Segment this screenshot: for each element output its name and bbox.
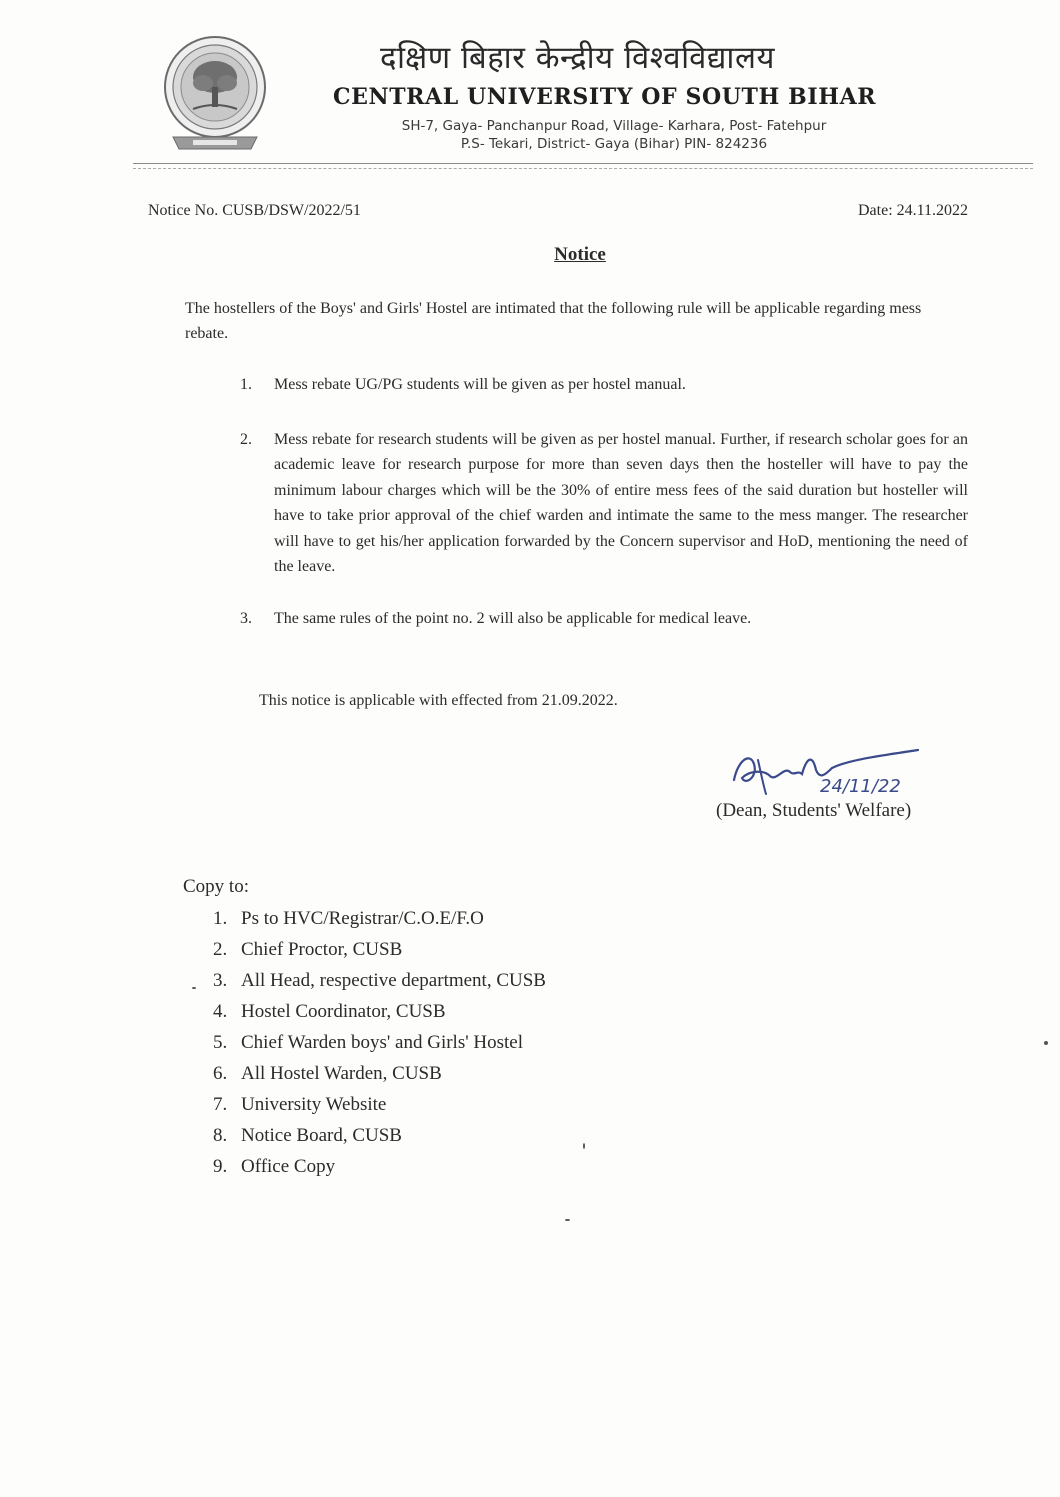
rule-text: The same rules of the point no. 2 will also be applicable for medical leave. [274, 609, 752, 627]
rule-number: 2. [240, 430, 252, 448]
scan-speck [1044, 1041, 1048, 1045]
list-item: 7. University Website [213, 1094, 387, 1115]
list-item: 2. Chief Proctor, CUSB [213, 939, 403, 960]
signature-date: 24/11/22 [820, 776, 901, 797]
list-item: 9. Office Copy [213, 1156, 336, 1177]
scan-speck [192, 987, 196, 989]
list-item [240, 372, 968, 398]
rule-number: 3. [240, 609, 252, 627]
list-item: 8. Notice Board, CUSB [213, 1125, 402, 1146]
rules-list [240, 372, 968, 657]
scan-speck [565, 1219, 570, 1221]
rule-text: Mess rebate UG/PG students will be given as per hostel manual. [274, 376, 686, 393]
letterhead-divider [133, 163, 1033, 164]
list-item: 3. All Head, respective department, CUSB [213, 970, 546, 991]
letterhead-divider-dashed [133, 168, 1033, 169]
signatory: (Dean, Students' Welfare) [716, 800, 912, 821]
rule-number: 1. [240, 376, 252, 393]
rule-text: Mess rebate for research students will be given as per hostel manual. Further, if research scholar goes for an academic leave for research purpose for more than seven days then the hosteller will have to pay the minimum labour charges which will be the 30% of entire mess fees of the said duration but hosteller will have to take prior approval of the chief warden and intimate the same to the mess manger. The researcher will have to get his/her application forwarded by the Concern supervisor and HoD, mentioning the need of the leave. [274, 430, 968, 575]
notice-title: Notice [554, 244, 606, 265]
signature [728, 730, 928, 810]
university-seal-icon [163, 33, 267, 159]
copy-to-label: Copy to: [183, 876, 249, 897]
scan-speck [583, 1143, 585, 1149]
university-name-english: CENTRAL UNIVERSITY OF SOUTH BIHAR [333, 84, 877, 110]
copy-to-list [213, 903, 546, 1182]
list-item: 6. All Hostel Warden, CUSB [213, 1063, 442, 1084]
address-line-2: P.S- Tekari, District- Gaya (Bihar) PIN- 824236 [460, 136, 768, 152]
notice-date: Date: 24.11.2022 [858, 202, 969, 219]
list-item [240, 427, 968, 580]
list-item: 4. Hostel Coordinator, CUSB [213, 1001, 446, 1022]
list-item: 5. Chief Warden boys' and Girls' Hostel [213, 1032, 524, 1053]
notice-intro: The hostellers of the Boys' and Girls' Hostel are intimated that the following rule will be applicable regarding mess rebate. [185, 300, 922, 342]
notice-number: Notice No. CUSB/DSW/2022/51 [148, 202, 361, 219]
list-item: 1. Ps to HVC/Registrar/C.O.E/F.O [213, 908, 484, 929]
list-item [240, 606, 968, 632]
address-line-1: SH-7, Gaya- Panchanpur Road, Village- Karhara, Post- Fatehpur [401, 118, 827, 134]
effective-date-line: This notice is applicable with effected from 21.09.2022. [259, 692, 618, 709]
university-name-hindi: दक्षिण बिहार केन्द्रीय विश्वविद्यालय [380, 40, 775, 76]
